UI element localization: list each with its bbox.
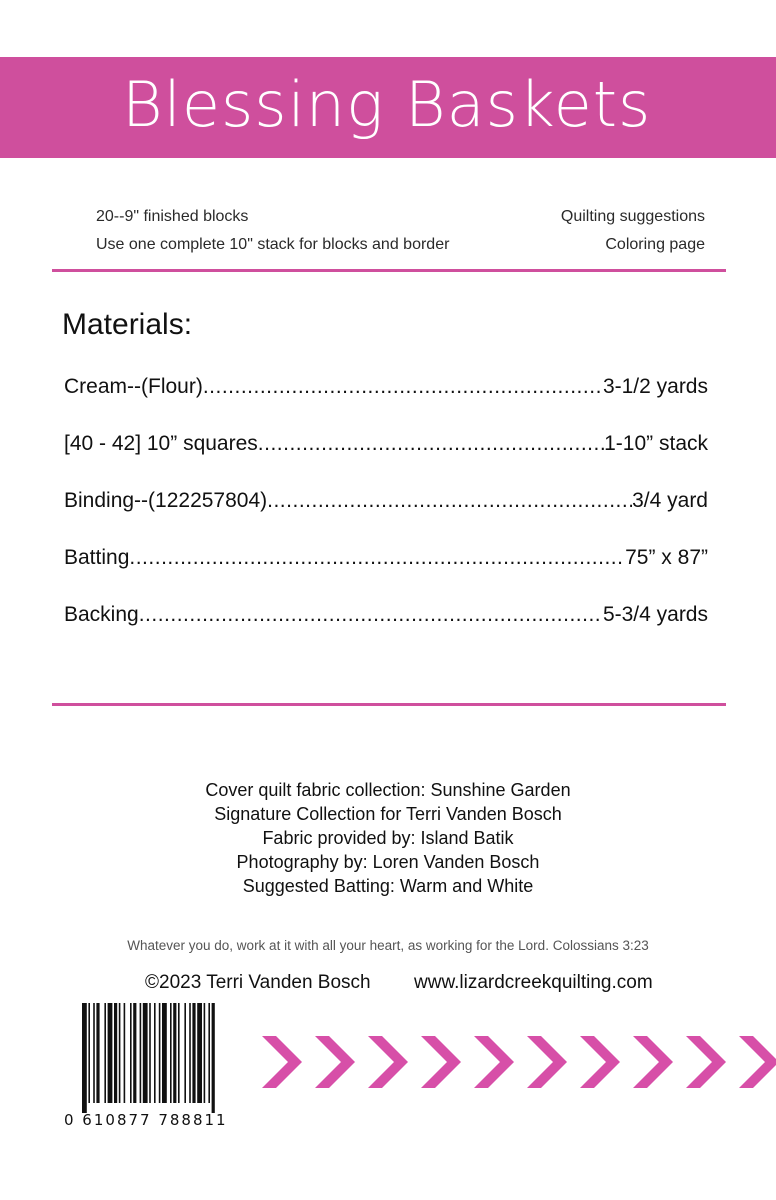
barcode-bar	[178, 1003, 180, 1103]
barcode-bar	[108, 1003, 113, 1103]
credits-block	[0, 778, 776, 898]
credit-line: Signature Collection for Terri Vanden Bosch	[214, 804, 562, 824]
credit-line: Cover quilt fabric collection: Sunshine Garden	[205, 780, 571, 800]
barcode-bar	[124, 1003, 126, 1103]
chevron-border	[262, 1034, 776, 1090]
material-amount: 75” x 87”	[625, 546, 708, 569]
chevron-right-icon	[633, 1036, 673, 1088]
material-item	[64, 489, 708, 546]
material-name: Cream--(Flour)	[64, 375, 203, 398]
barcode-bar	[114, 1003, 117, 1103]
material-name: Binding--(122257804)	[64, 489, 268, 512]
scripture-quote: Whatever you do, work at it with all your heart, as working for the Lord. Colossians 3:23	[127, 938, 649, 953]
chevron-right-icon	[368, 1036, 408, 1088]
dot-leader	[203, 375, 603, 399]
chevron-right-icon	[580, 1036, 620, 1088]
barcode-digits: 0 610877 788811	[64, 1111, 228, 1129]
page-title: Blessing Baskets	[122, 68, 652, 141]
credit-line: Suggested Batting: Warm and White	[242, 876, 534, 896]
barcode-bar	[192, 1003, 195, 1103]
copyright: ©2023 Terri Vanden Bosch	[145, 972, 371, 993]
barcode-bar	[154, 1003, 156, 1103]
barcode-bar	[143, 1003, 148, 1103]
credit-line: Fabric provided by: Island Batik	[262, 828, 514, 848]
chevron-right-icon	[262, 1036, 302, 1088]
barcode-bar	[133, 1003, 136, 1103]
material-amount: 3-1/2 yards	[602, 375, 708, 398]
material-item	[64, 603, 708, 660]
barcode-bar	[130, 1003, 132, 1103]
barcode-bar	[197, 1003, 202, 1103]
pattern-info-right	[561, 203, 705, 259]
dot-leader	[267, 489, 632, 513]
divider	[52, 703, 726, 706]
chevron-right-icon	[315, 1036, 355, 1088]
material-name: Batting	[64, 546, 130, 569]
chevron-right-icon	[686, 1036, 726, 1088]
barcode-bar	[82, 1003, 87, 1113]
title-banner	[0, 57, 776, 158]
credit-line: Photography by: Loren Vanden Bosch	[236, 852, 540, 872]
chevron-right-icon	[421, 1036, 461, 1088]
barcode	[54, 1003, 250, 1143]
barcode-bar	[208, 1003, 210, 1103]
barcode-bar	[189, 1003, 191, 1103]
barcode-bar	[173, 1003, 176, 1103]
barcode-bar	[204, 1003, 206, 1103]
material-amount: 3/4 yard	[632, 489, 708, 512]
material-amount: 1-10” stack	[604, 432, 708, 455]
barcode-bar	[140, 1003, 142, 1103]
info-line: Quilting suggestions	[560, 208, 705, 225]
info-line: Use one complete 10" stack for blocks and border	[96, 236, 450, 253]
materials-list	[64, 375, 708, 660]
barcode-bar	[88, 1003, 90, 1103]
dot-leader	[258, 432, 604, 456]
material-item	[64, 432, 708, 489]
barcode-bar	[212, 1003, 215, 1113]
dot-leader	[129, 546, 625, 570]
barcode-bar	[93, 1003, 95, 1103]
materials-heading: Materials:	[62, 308, 193, 341]
barcode-bar	[119, 1003, 121, 1103]
info-line: 20--9" finished blocks	[96, 208, 249, 225]
barcode-icon	[54, 1003, 250, 1113]
divider	[52, 269, 726, 272]
material-item	[64, 375, 708, 432]
pattern-info-left	[96, 203, 449, 259]
barcode-bar	[104, 1003, 106, 1103]
barcode-bar	[159, 1003, 161, 1103]
dot-leader	[139, 603, 603, 627]
info-line: Coloring page	[605, 236, 705, 253]
website-link[interactable]: www.lizardcreekquilting.com	[414, 972, 653, 993]
chevron-right-icon	[527, 1036, 567, 1088]
barcode-bar	[184, 1003, 186, 1103]
material-name: Backing	[64, 603, 139, 626]
barcode-bar	[162, 1003, 167, 1103]
chevron-right-icon	[739, 1036, 776, 1088]
material-amount: 5-3/4 yards	[602, 603, 708, 626]
barcode-bar	[96, 1003, 99, 1103]
material-item	[64, 546, 708, 603]
material-name: [40 - 42] 10” squares	[64, 432, 258, 455]
barcode-bar	[170, 1003, 172, 1103]
barcode-bar	[149, 1003, 151, 1103]
chevron-right-icon	[474, 1036, 514, 1088]
